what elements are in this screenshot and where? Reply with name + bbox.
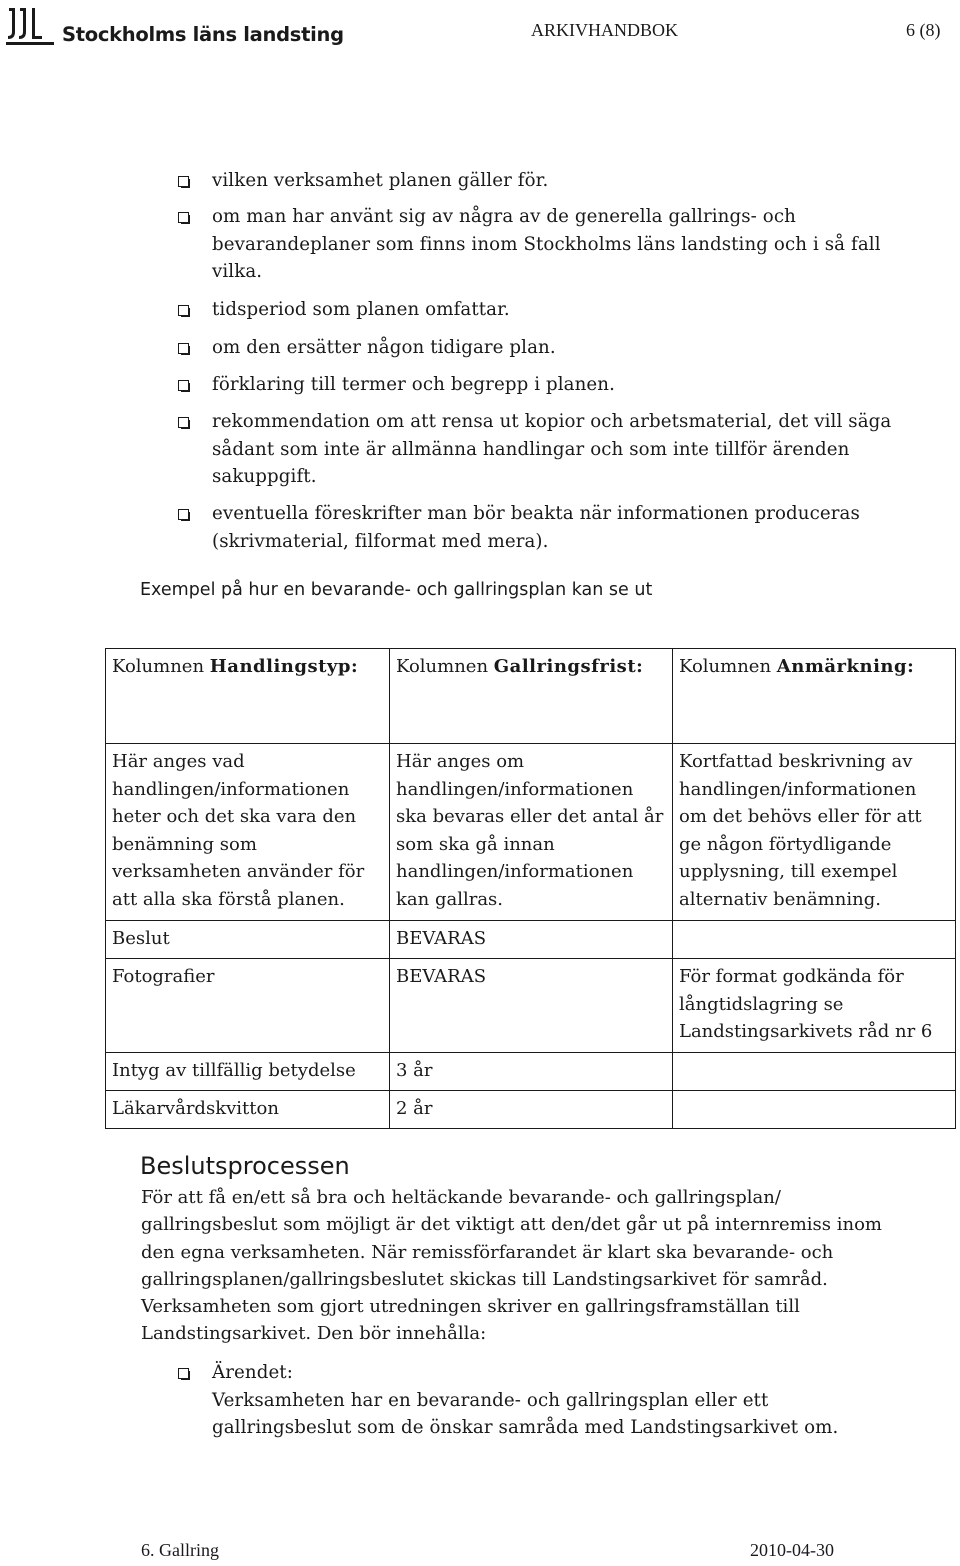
table-cell xyxy=(673,1091,956,1129)
table-cell: Läkarvårdskvitton xyxy=(106,1091,390,1129)
table-row xyxy=(106,1091,956,1129)
page-number: 6 (8) xyxy=(906,20,941,40)
list-item: vilken verksamhet planen gäller för. xyxy=(212,170,549,191)
table-cell: 2 år xyxy=(390,1091,673,1129)
sll-logo-icon xyxy=(6,6,56,46)
list-item xyxy=(212,1359,892,1442)
logo xyxy=(6,6,344,46)
document-title: ARKIVHANDBOK xyxy=(531,20,678,40)
list-item-title: Ärendet: xyxy=(212,1362,293,1383)
table-row xyxy=(106,959,956,1053)
table-cell: Här anges vad handlingen/informationen heter och det ska vara den benämning som verksamheten använder för att alla ska förstå planen. xyxy=(106,744,390,921)
table-header-row xyxy=(106,649,956,744)
column-header: Kolumnen Gallringsfrist: xyxy=(390,649,673,744)
checkbox-bullet-icon xyxy=(178,1368,192,1379)
list-item: eventuella föreskrifter man bör beakta när informationen produceras (skrivmaterial, filformat med mera). xyxy=(212,503,860,552)
body-paragraph: För att få en/ett så bra och heltäckande bevarande- och gallringsplan/ gallringsbeslut som möjligt är det viktigt att den/det går ut på internremiss inom den egna verksamheten. När remissförfarandet är klart ska bevarande- och gallringsplanen/gallringsbeslutet skickas till Landstingsarkivet för samråd. Verksamheten som gjort utredningen skriver en gallringsframställan till Landstingsarkivet. Den bör innehålla: xyxy=(141,1187,882,1345)
list-item: förklaring till termer och begrepp i planen. xyxy=(212,374,615,395)
checkbox-bullet-icon xyxy=(178,380,192,391)
list-item: rekommendation om att rensa ut kopior och arbetsmaterial, det vill säga sådant som inte är allmänna handlingar och som inte tillför ärenden sakuppgift. xyxy=(212,411,892,487)
list-item: tidsperiod som planen omfattar. xyxy=(212,299,510,320)
table-row xyxy=(106,1053,956,1091)
checkbox-bullet-icon xyxy=(178,176,192,187)
table-row xyxy=(106,921,956,959)
table-cell xyxy=(673,921,956,959)
table-cell: Kortfattad beskrivning av handlingen/informationen om det behövs eller för att ge någon förtydligande upplysning, till exempel alternativ benämning. xyxy=(673,744,956,921)
table-cell: BEVARAS xyxy=(390,959,673,1053)
section-heading: Beslutsprocessen xyxy=(140,1152,350,1180)
table-cell xyxy=(673,1053,956,1091)
checkbox-bullet-icon xyxy=(178,343,192,354)
checkbox-bullet-icon xyxy=(178,417,192,428)
footer-date: 2010-04-30 xyxy=(750,1540,834,1560)
table-cell: Fotografier xyxy=(106,959,390,1053)
table-description-row xyxy=(106,744,956,921)
footer-section: 6. Gallring xyxy=(141,1540,219,1560)
list-item: om den ersätter någon tidigare plan. xyxy=(212,337,556,358)
column-header: Kolumnen Handlingstyp: xyxy=(106,649,390,744)
table-cell: Beslut xyxy=(106,921,390,959)
logo-text: Stockholms läns landsting xyxy=(62,23,344,46)
table-cell: 3 år xyxy=(390,1053,673,1091)
checkbox-bullet-icon xyxy=(178,212,192,223)
column-header: Kolumnen Anmärkning: xyxy=(673,649,956,744)
retention-plan-table xyxy=(105,648,956,1129)
table-cell: BEVARAS xyxy=(390,921,673,959)
checkbox-bullet-icon xyxy=(178,509,192,520)
list-item: om man har använt sig av några av de generella gallrings- och bevarandeplaner som finns inom Stockholms läns landsting och i så fall vilka. xyxy=(212,206,881,282)
example-heading: Exempel på hur en bevarande- och gallringsplan kan se ut xyxy=(140,580,653,600)
list-item-text: Verksamheten har en bevarande- och gallringsplan eller ett gallringsbeslut som de önskar samråda med Landstingsarkivet om. xyxy=(212,1389,839,1438)
table-cell: Intyg av tillfällig betydelse xyxy=(106,1053,390,1091)
table-cell: Här anges om handlingen/informationen ska bevaras eller det antal år som ska gå innan handlingen/informationen kan gallras. xyxy=(390,744,673,921)
checkbox-bullet-icon xyxy=(178,305,192,316)
table-cell: För format godkända för långtidslagring se Landstingsarkivets råd nr 6 xyxy=(673,959,956,1053)
